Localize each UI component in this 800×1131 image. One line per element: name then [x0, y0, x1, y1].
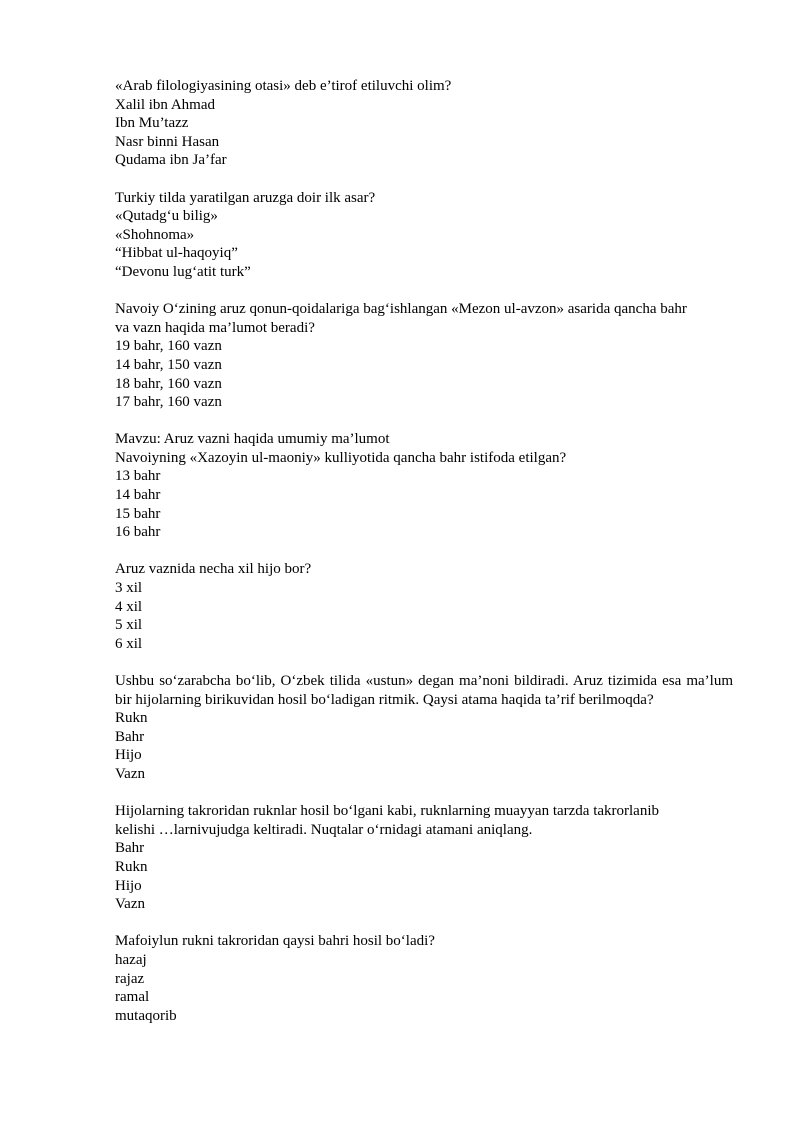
answer-option: rajaz: [115, 970, 145, 987]
answer-option: 13 bahr: [115, 468, 161, 485]
answer-option: 6 xil: [115, 635, 143, 652]
answer-option: 14 bahr, 150 vazn: [115, 356, 222, 373]
answer-option: 5 xil: [115, 617, 143, 634]
answer-option: Rukn: [115, 858, 148, 875]
question-text: Turkiy tilda yaratilgan aruzga doir ilk asar?: [115, 189, 376, 206]
question-block: [115, 560, 733, 653]
answer-option: Xalil ibn Ahmad: [115, 96, 215, 113]
answer-option: 4 xil: [115, 598, 143, 615]
answer-option: 15 bahr: [115, 505, 161, 522]
answer-option: Ibn Mu’tazz: [115, 115, 189, 132]
question-block: [115, 189, 733, 282]
question-block: [115, 932, 733, 1025]
question-text-line: Navoiy O‘zining aruz qonun-qoidalariga bag‘ishlangan «Mezon ul-avzon» asarida qancha bahr: [115, 301, 687, 318]
answer-option: Qudama ibn Ja’far: [115, 152, 227, 169]
question-block: [115, 672, 733, 784]
question-text-line: va vazn haqida ma’lumot beradi?: [115, 319, 315, 336]
topic-heading: Mavzu: Aruz vazni haqida umumiy ma’lumot: [115, 431, 390, 448]
answer-option: Vazn: [115, 765, 145, 782]
answer-option: Bahr: [115, 728, 145, 745]
answer-option: 18 bahr, 160 vazn: [115, 375, 222, 392]
answer-option: ramal: [115, 989, 150, 1006]
question-text-line: Hijolarning takroridan ruknlar hosil bo‘lgani kabi, ruknlarning muayyan tarzda takrorlanib: [115, 803, 660, 820]
answer-option: hazaj: [115, 951, 147, 968]
answer-option: 3 xil: [115, 580, 143, 597]
question-block: [115, 430, 733, 542]
answer-option: «Qutadg‘u bilig»: [115, 208, 218, 225]
question-text: Mafoiylun rukni takroridan qaysi bahri hosil bo‘ladi?: [115, 933, 435, 950]
answer-option: “Devonu lug‘atit turk”: [115, 263, 251, 280]
answer-option: Hijo: [115, 877, 142, 894]
answer-option: 19 bahr, 160 vazn: [115, 338, 222, 355]
answer-option: 16 bahr: [115, 524, 161, 541]
answer-option: Bahr: [115, 840, 145, 857]
question-block: [115, 77, 733, 170]
question-block: [115, 802, 733, 914]
question-text: Navoiyning «Xazoyin ul-maoniy» kulliyotida qancha bahr istifoda etilgan?: [115, 449, 567, 466]
question-text: Aruz vaznida necha xil hijo bor?: [115, 561, 312, 578]
question-text-line: kelishi …larnivujudga keltiradi. Nuqtalar o‘rnidagi atamani aniqlang.: [115, 821, 533, 838]
quiz-content: [115, 77, 733, 1044]
question-block: [115, 300, 733, 412]
answer-option: Hijo: [115, 747, 142, 764]
answer-option: Vazn: [115, 896, 145, 913]
answer-option: «Shohnoma»: [115, 226, 195, 243]
answer-option: 17 bahr, 160 vazn: [115, 394, 222, 411]
question-text: Ushbu so‘zarabcha bo‘lib, O‘zbek tilida «ustun» degan ma’noni bildiradi. Aruz tizimida esa ma’lum bir hijolarning birikuvidan hosil bo‘ladigan ritmik. Qaysi atama haqida ta’rif berilmoqda?: [115, 673, 733, 708]
question-text: «Arab filologiyasining otasi» deb e’tirof etiluvchi olim?: [115, 78, 452, 94]
answer-option: Rukn: [115, 710, 148, 727]
answer-option: 14 bahr: [115, 487, 161, 504]
answer-option: “Hibbat ul-haqoyiq”: [115, 245, 238, 262]
answer-option: mutaqorib: [115, 1007, 177, 1024]
answer-option: Nasr binni Hasan: [115, 133, 220, 150]
